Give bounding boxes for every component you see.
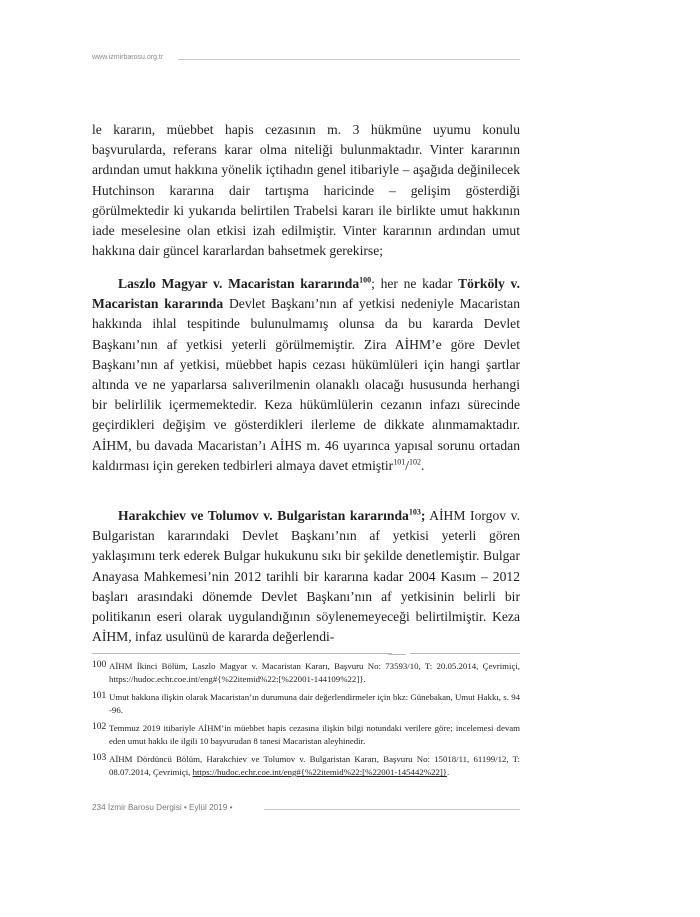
- paragraph-2-connector: ; her ne kadar: [371, 276, 459, 291]
- case-title-harakchiev: Harakchiev ve Tolumov v. Bulgaristan kararında: [118, 508, 409, 523]
- page-footer: [92, 803, 520, 817]
- footnote-101: [92, 691, 520, 717]
- footnote-100: [92, 660, 520, 686]
- paragraph-1: le kararın, müebbet hapis cezasının m. 3 hükmüne uyumu konulu başvurularda, referans karar olma niteliği bulunmaktadır. Vinter kararının ardından umut hakkına yönelik içtihadın genel itibariyle – aşağıda değinilecek Hutchinson kararına dair tartışma haricinde – gelişim gösterdiği görülmektedir ki yukarıda belirtilen Trabelsi kararı ile birlikte umut hakkının iade meselesine olan etkisi izah edilmiştir. Vinter kararının ardından umut hakkına dair güncel kararlardan bahsetmek gerekirse;: [92, 122, 520, 259]
- footnotes: [92, 660, 520, 784]
- paragraph-3-body: AİHM Iorgov v. Bulgaristan kararındaki Devlet Başkanı’nın af yetkisi yeterli gören yaklaşımını terk ederek Bulgar hukukunu sıkı bir şekilde denetlemiştir. Bulgar Anayasa Mahkemesi’nin 2012 tarihli bir kararına kadar 2004 Kasım – 2012 başları arasındaki dönemde Devlet Başkanı’nın af yetkisinin belirli bir politikanın eseri olarak uygulandığının söylenemeyeceği belirtilmiştir. Keza AİHM, infaz usulünü de kararda değerlendi-: [92, 508, 520, 645]
- footnote-ref-100: 100: [359, 275, 372, 285]
- footnote-text: Temmuz 2019 itibariyle AİHM’in müebbet hapis cezasına ilişkin bilgi notundaki verilere göre; incelemesi devam eden umut hakkı ile ilgili 10 başvurudan 8 tanesi Macaristan aleyhinedir.: [109, 723, 520, 746]
- footnote-number: 103: [92, 753, 107, 763]
- footnote-number: 101: [92, 691, 107, 701]
- footnote-text: AİHM İkinci Bölüm, Laszlo Magyar v. Macaristan Kararı, Başvuru No: 73593/10, T: 20.05.2014, Çevrimiçi, https://hudoc.echr.coe.int/eng#{%22itemid%22:[%22001-144109%22]}.: [109, 661, 520, 684]
- footnote-text: Umut hakkına ilişkin olarak Macaristan’ın durumuna dair değerlendirmeler için bkz: Günebakan, Umut Hakkı, s. 94 -96.: [109, 692, 520, 715]
- paragraph-3-semicolon: ;: [420, 508, 426, 523]
- footnote-number: 102: [92, 722, 107, 732]
- footnote-102: [92, 722, 520, 748]
- case-title-torkoly: Törköly v. Macaristan kararında: [92, 276, 520, 312]
- paragraph-2: [92, 274, 520, 476]
- paragraph-2-body: Devlet Başkanı’nın af yetkisi nedeniyle Macaristan hakkında ihlal tespitinde bulunulmamış olunsa da bu kararda Devlet Başkanı’nın af yetkisi yeterli görülmemiştir. Zira AİHM’e göre Devlet Başkanı’nın af yetkisi, müebbet hapis cezası hükümlüleri için hangi şartlar altında ve ne yaparlarsa salıverilmenin olanaklı olacağı hususunda herhangi bir belirlilik içermemektedir. Keza hükümlülerin cezanın infazı sürecinde geçirdikleri değişim ve gösterdikleri ilerleme de dikkate alınmamaktadır. AİHM, bu davada Macaristan’ı AİHS m. 46 uyarınca yapısal sorunu ortadan kaldırması için gereken tedbirleri almaya davet etmiştir: [92, 296, 520, 473]
- header-rule: [178, 59, 520, 60]
- footnote-number: 100: [92, 660, 107, 670]
- footnote-ref-103: 103: [408, 507, 421, 517]
- case-title-laszlo-magyar: Laszlo Magyar v. Macaristan kararında: [118, 276, 360, 291]
- footer-rule: [264, 809, 520, 810]
- page-header: [92, 54, 520, 68]
- header-url: www.izmirbarosu.org.tr: [92, 54, 164, 61]
- footnote-ref-separator: /: [405, 457, 409, 473]
- footnote-end: .: [447, 767, 450, 777]
- footnote-ref-101: 101: [393, 457, 406, 467]
- footnote-ref-102: 102: [409, 457, 421, 467]
- footer-text: 234 İzmir Barosu Dergisi • Eylül 2019 •: [92, 803, 233, 812]
- footnote-text: AİHM Dördüncü Bölüm, Harakchiev ve Tolumov v. Bulgaristan Kararı, Başvuru No: 15018/11, 61199/12, T: 08.07.2014, Çevrimiçi,: [109, 754, 520, 777]
- footnote-103: [92, 753, 520, 779]
- paragraph-2-end: .: [421, 457, 425, 473]
- footnote-link[interactable]: https://hudoc.echr.coe.int/eng#{%22itemid%22:[%22001-145442%22]}: [192, 767, 448, 777]
- footnote-separator: [92, 649, 520, 659]
- paragraph-3: [92, 506, 520, 647]
